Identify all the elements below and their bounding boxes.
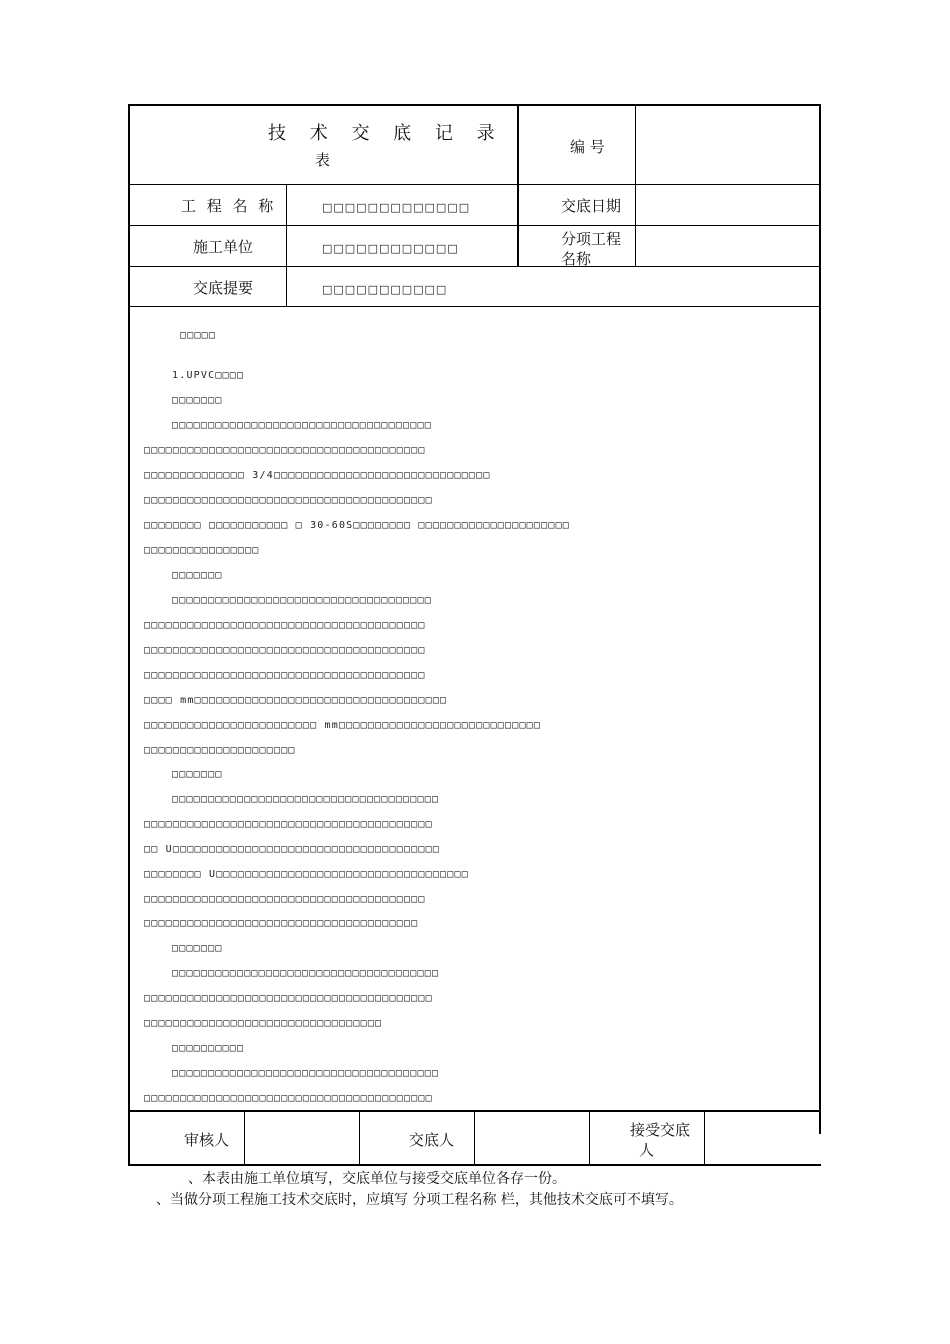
content-line: □□□□ mm□□□□□□□□□□□□□□□□□□□□□□□□□□□□□□□□□□□ <box>144 695 448 706</box>
rule-4 <box>128 306 821 307</box>
content-line: □□ U□□□□□□□□□□□□□□□□□□□□□□□□□□□□□□□□□□□□□ <box>144 844 441 855</box>
subitem-label-line2: 名称 <box>561 250 592 268</box>
form-title-suffix: 表 <box>315 151 331 169</box>
subitem-label-line1: 分项工程 <box>561 230 622 248</box>
project-name-value[interactable]: □□□□□□□□□□□□□ <box>322 201 471 214</box>
content-line: □□□□□□□□□□□□□□□□□□□□□□□□□□□□□□□□□□□□□□□□ <box>144 1093 433 1104</box>
rule-1 <box>128 184 821 185</box>
content-line: □□□□□□□□□□□□□□□□□□□□□□□□□□□□□□□□□□□□□ <box>172 794 440 805</box>
unit-label: 施工单位 <box>193 238 254 256</box>
content-line: □□□□□□□□□□□□□□□□□□□□□□□□□□□□□□□□□□□□ <box>172 595 432 606</box>
vrule-mid <box>517 104 519 266</box>
rule-3 <box>128 266 821 267</box>
content-line: □□□□□□□□□□□□□□□□□□□□□□□□□□□□□□□□□□□□□□□ <box>144 894 426 905</box>
content-line: □□□□□□□□ U□□□□□□□□□□□□□□□□□□□□□□□□□□□□□□□□□□□ <box>144 869 469 880</box>
content-line: □□□□□□□ <box>172 769 223 780</box>
form-title: 技 术 交 底 记 录 <box>268 123 504 144</box>
vrule-sig-4 <box>589 1110 590 1165</box>
unit-value[interactable]: □□□□□□□□□□□□ <box>322 242 459 255</box>
vrule-sig-2 <box>359 1110 360 1165</box>
border-right <box>819 104 821 1134</box>
content-line: □□□□□□□□□□□□□□□□□□□□□□□□□□□□□□□□□□□□□□□ <box>144 645 426 656</box>
content-line: □□□□□□□□□□□□□□□□□□□□□□□□□□□□□□□□□□□□□□□ <box>144 670 426 681</box>
reviewer-label: 审核人 <box>184 1131 230 1149</box>
content-line: □□□□□□□□□□□□□□□□□□□□□□□□□□□□□□□□□□□□□ <box>172 968 440 979</box>
footnote-2: 、当做分项工程施工技术交底时，应填写 分项工程名称 栏，其他技术交底可不填写。 <box>156 1192 683 1208</box>
content-line: □□□□□□□□□□□□□□□□□□□□□□□□ mm□□□□□□□□□□□□□□□□□□□□□□□□□□□□ <box>144 720 542 731</box>
content-line: □□□□□□□□□□□□□□□□□□□□□□□□□□□□□□□□□□□□□□□□ <box>144 495 433 506</box>
date-label: 交底日期 <box>561 197 622 215</box>
project-name-label: 工 程 名 称 <box>181 197 277 215</box>
border-left <box>128 104 130 1166</box>
number-label: 编 号 <box>570 138 605 156</box>
border-top <box>128 104 821 106</box>
content-line: 1.UPVC□□□□ <box>172 370 245 381</box>
vrule-label <box>286 184 287 306</box>
content-line: □□□□□□□□□□□□□□□□□□□□□□□□□□□□□□□□□□□□□□□ <box>144 620 426 631</box>
content-line: □□□□□□□□□□□□□□□□□□□□□□□□□□□□□□□□□□□□ <box>172 420 432 431</box>
rule-2 <box>128 225 821 226</box>
vrule-sig-5 <box>704 1110 705 1165</box>
receiver-label-line1: 接受交底 <box>630 1121 691 1139</box>
summary-value[interactable]: □□□□□□□□□□□ <box>322 283 448 296</box>
content-line: □□□□□□□□□□ <box>172 1043 245 1054</box>
summary-label: 交底提要 <box>193 279 254 297</box>
content-line: □□□□□□□ <box>172 395 223 406</box>
content-line: □□□□□□□□ □□□□□□□□□□□ □ 30-60S□□□□□□□□ □□□□□□□□□□□□□□□□□□□□□ <box>144 520 571 531</box>
vrule-sig-3 <box>474 1110 475 1165</box>
content-line: □□□□□□□□□□□□□□□□□□□□□□□□□□□□□□□□□□□□□□□ <box>144 445 426 456</box>
content-line: □□□□□□□□□□□□□□□□□□□□□□□□□□□□□□□□□□□□□□□□ <box>144 993 433 1004</box>
vrule-sig-1 <box>244 1110 245 1165</box>
content-line: □□□□□ <box>180 330 217 341</box>
content-line: □□□□□□□ <box>172 943 223 954</box>
footnote-1: 、本表由施工单位填写，交底单位与接受交底单位各存一份。 <box>188 1171 566 1187</box>
content-line: □□□□□□□□□□□□□□□□ <box>144 545 260 556</box>
content-line: □□□□□□□□□□□□□□□□□□□□□□□□□□□□□□□□□□□□□□ <box>144 918 419 929</box>
content-line: □□□□□□□□□□□□□□□□□□□□□ <box>144 745 296 756</box>
content-line: □□□□□□□□□□□□□□□□□□□□□□□□□□□□□□□□□ <box>144 1018 383 1029</box>
content-line: □□□□□□□□□□□□□□ 3/4□□□□□□□□□□□□□□□□□□□□□□□□□□□□□□ <box>144 470 491 481</box>
vrule-right <box>635 104 636 266</box>
receiver-label-line2: 人 <box>639 1141 655 1159</box>
content-line: □□□□□□□□□□□□□□□□□□□□□□□□□□□□□□□□□□□□□ <box>172 1068 440 1079</box>
content-line: □□□□□□□ <box>172 570 223 581</box>
content-line: □□□□□□□□□□□□□□□□□□□□□□□□□□□□□□□□□□□□□□□□ <box>144 819 433 830</box>
discloser-label: 交底人 <box>409 1131 455 1149</box>
